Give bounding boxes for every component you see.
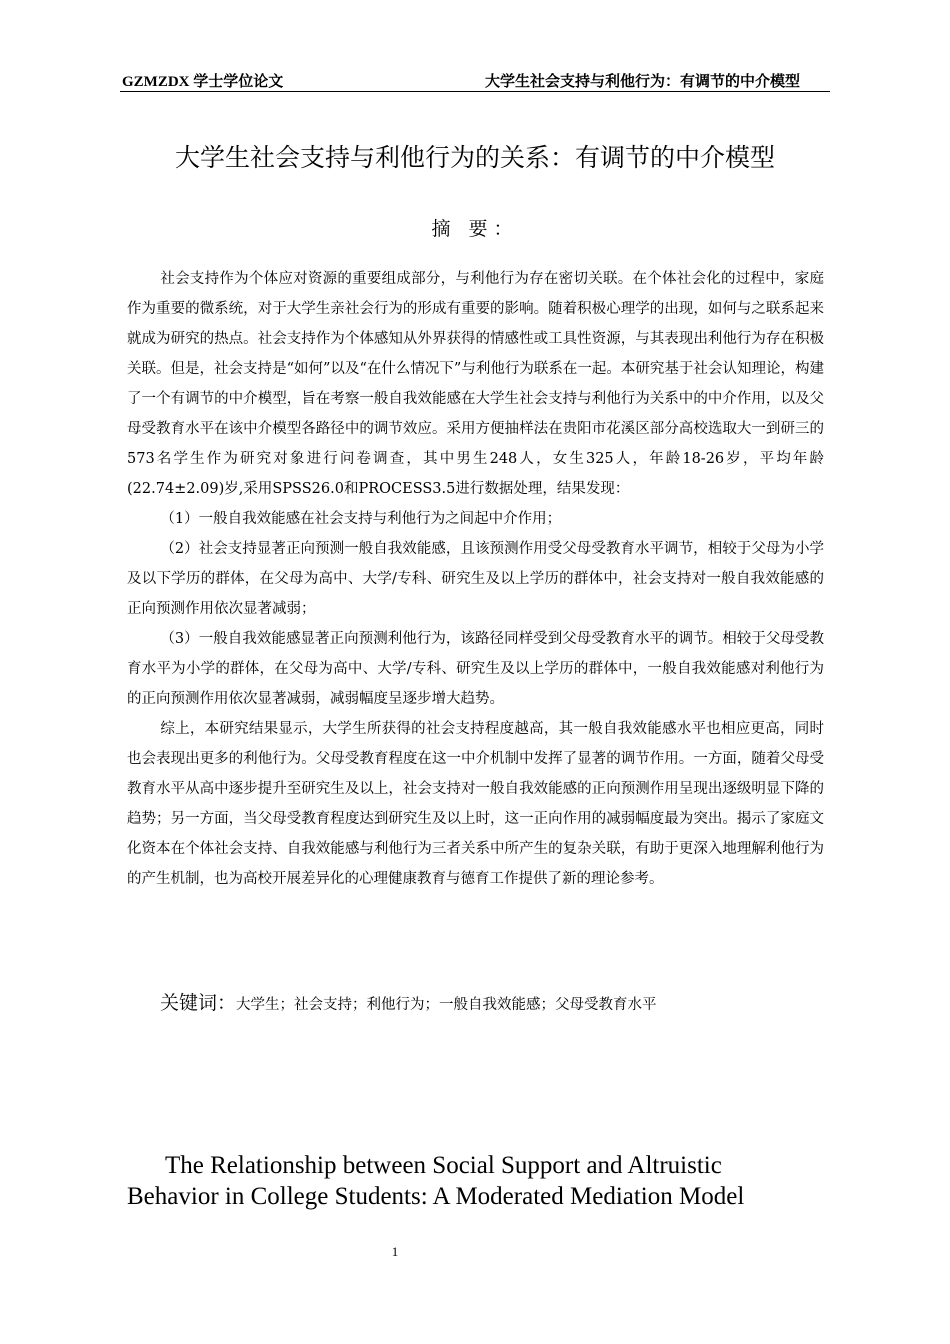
abstract-heading: 摘 要： bbox=[431, 218, 519, 240]
abstract-finding-1: （1）一般自我效能感在社会支持与利他行为之间起中介作用； bbox=[160, 511, 562, 527]
header-left-zh: 学士学位论文 bbox=[193, 72, 284, 90]
english-title-line-2: Behavior in College Students: A Moderated Mediation Model bbox=[127, 1183, 745, 1210]
header-left bbox=[122, 70, 283, 91]
keywords-text: 大学生；社会支持；利他行为；一般自我效能感；父母受教育水平 bbox=[236, 997, 657, 1013]
keywords bbox=[160, 988, 657, 1015]
keywords-label: 关键词： bbox=[160, 992, 237, 1014]
english-title-line-1: The Relationship between Social Support and Altruistic bbox=[165, 1152, 722, 1179]
english-title bbox=[127, 1150, 827, 1212]
page-number: 1 bbox=[391, 1244, 399, 1259]
abstract-finding-2: （2）社会支持显著正向预测一般自我效能感，且该预测作用受父母受教育水平调节，相较于父母为小学及以下学历的群体，在父母为高中、大学/专科、研究生及以上学历的群体中，社会支持对一般自我效能感的正向预测作用依次显著减弱； bbox=[127, 541, 824, 617]
abstract-paragraph: 社会支持作为个体应对资源的重要组成部分，与利他行为存在密切关联。在个体社会化的过程中，家庭作为重要的微系统，对于大学生亲社会行为的形成有重要的影响。随着积极心理学的出现，如何与之联系起来就成为研究的热点。社会支持作为个体感知从外界获得的情感性或工具性资源，与其表现出利他行为存在积极关联。但是，社会支持是“如何”以及“在什么情况下”与利他行为联系在一起。本研究基于社会认知理论，构建了一个有调节的中介模型，旨在考察一般自我效能感在大学生社会支持与利他行为关系中的中介作用，以及父母受教育水平在该中介模型各路径中的调节效应。采用方便抽样法在贵阳市花溪区部分高校选取大一到研三的573名学生作为研究对象进行问卷调查，其中男生248人，女生325人，年龄18-26岁，平均年龄(22.74±2.09)岁,采用SPSS26.0和PROCESS3.5进行数据处理，结果发现： bbox=[127, 271, 824, 497]
running-header bbox=[120, 70, 830, 92]
header-left-latin: GZMZDX bbox=[122, 74, 190, 90]
header-right: 大学生社会支持与利他行为：有调节的中介模型 bbox=[484, 72, 800, 90]
abstract-body bbox=[127, 264, 824, 894]
abstract-finding-3: （3）一般自我效能感显著正向预测利他行为，该路径同样受到父母受教育水平的调节。相较于父母受教育水平为小学的群体，在父母为高中、大学/专科、研究生及以上学历的群体中，一般自我效能感对利他行为的正向预测作用依次显著减弱，减弱幅度呈逐步增大趋势。 bbox=[127, 631, 824, 707]
abstract-conclusion: 综上，本研究结果显示，大学生所获得的社会支持程度越高，其一般自我效能感水平也相应更高，同时也会表现出更多的利他行为。父母受教育程度在这一中介机制中发挥了显著的调节作用。一方面，随着父母受教育水平从高中逐步提升至研究生及以上，社会支持对一般自我效能感的正向预测作用呈现出逐级明显下降的趋势；另一方面，当父母受教育程度达到研究生及以上时，这一正向作用的减弱幅度最为突出。揭示了家庭文化资本在个体社会支持、自我效能感与利他行为三者关系中所产生的复杂关联，有助于更深入地理解利他行为的产生机制，也为高校开展差异化的心理健康教育与德育工作提供了新的理论参考。 bbox=[127, 721, 824, 887]
paper-title: 大学生社会支持与利他行为的关系：有调节的中介模型 bbox=[174, 143, 775, 172]
